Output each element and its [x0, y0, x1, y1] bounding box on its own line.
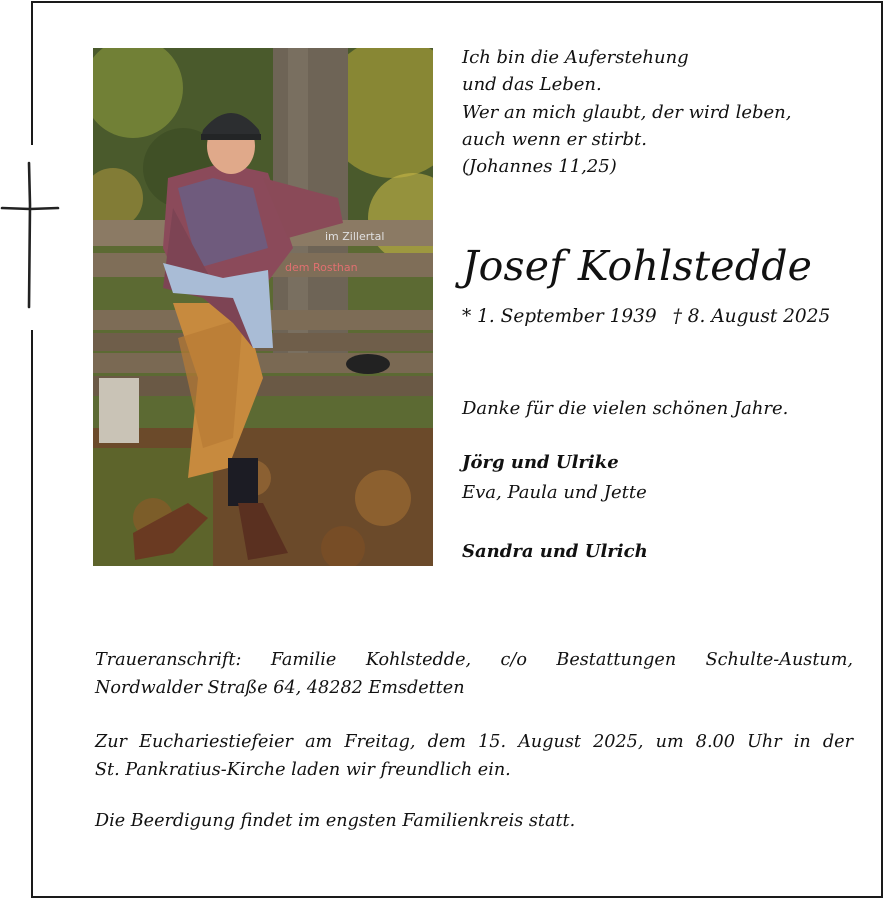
family-names-1: Jörg und Ulrike [462, 452, 619, 473]
verse-line: und das Leben. [462, 74, 602, 96]
burial-notice [95, 807, 853, 835]
verse-line: auch wenn er stirbt. [462, 128, 647, 150]
portrait-photo [93, 48, 433, 566]
cross-emblem [0, 145, 62, 330]
address-line: Nordwalder Straße 64, 48282 Emsdetten [95, 678, 465, 698]
death-date: † 8. August 2025 [672, 306, 831, 327]
mass-notice [95, 728, 853, 784]
thanks-line: Danke für die vielen schönen Jahre. [462, 398, 789, 419]
deceased-name: Josef Kohlstedde [462, 242, 813, 290]
life-dates [462, 306, 830, 327]
bible-verse [462, 44, 792, 180]
mourning-address [95, 646, 853, 702]
mass-line: Zur Euchariestiefeier am Freitag, dem 15. August 2025, um 8.00 Uhr in der [95, 732, 853, 752]
family-children-1: Eva, Paula und Jette [462, 482, 647, 503]
burial-line: Die Beerdigung findet im engsten Familienkreis statt. [95, 811, 576, 831]
address-line: Traueranschrift: Familie Kohlstedde, c/o Bestattungen Schulte-Austum, [95, 650, 853, 670]
verse-line: Wer an mich glaubt, der wird leben, [462, 101, 792, 123]
birth-date: * 1. September 1939 [462, 306, 657, 327]
verse-line: Ich bin die Auferstehung [462, 47, 689, 68]
cross-icon [0, 145, 62, 330]
family-names-2: Sandra und Ulrich [462, 541, 648, 562]
verse-reference: (Johannes 11,25) [462, 156, 617, 178]
mass-line: St. Pankratius-Kirche laden wir freundlich ein. [95, 760, 511, 780]
bench-sign-text-2: dem Rosthan [285, 261, 358, 274]
bench-sign-text: im Zillertal [325, 230, 385, 243]
